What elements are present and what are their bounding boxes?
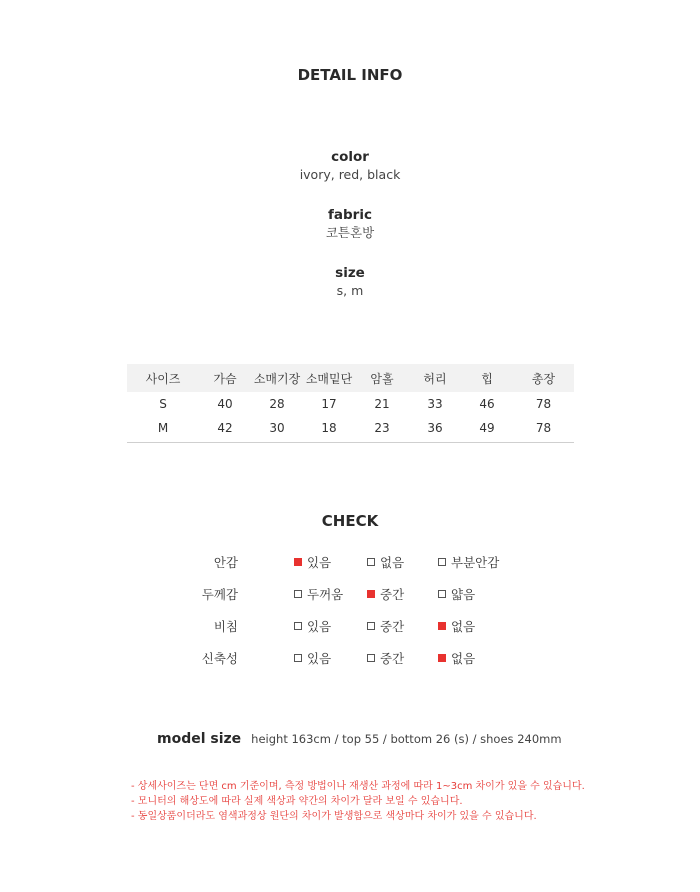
notes (131, 779, 671, 824)
checkbox-icon (294, 590, 302, 598)
check-option[interactable] (294, 553, 331, 571)
spec-color-label: color (331, 149, 369, 165)
check-option-label: 부분안감 (451, 555, 500, 570)
check-row-label: 신축성 (201, 651, 238, 666)
check-row-label: 두께감 (201, 587, 238, 602)
check-option[interactable] (438, 617, 475, 635)
spec-color-value: ivory, red, black (299, 167, 401, 182)
table-cell: M (127, 416, 199, 443)
check-option[interactable] (294, 617, 331, 635)
size-table-header: 소매기장 (253, 371, 301, 386)
table-cell: 36 (409, 416, 461, 443)
check-option-label: 있음 (307, 619, 332, 634)
check-option[interactable] (438, 649, 475, 667)
table-cell: 40 (217, 397, 233, 411)
note-line: - 상세사이즈는 단면 cm 기준이며, 측정 방법이나 재생산 과정에 따라 1~3cm 차이가 있을 수 있습니다. (131, 781, 585, 792)
check-option[interactable] (367, 585, 404, 603)
checkbox-icon (367, 654, 375, 662)
check-option-label: 없음 (451, 651, 476, 666)
size-table-header-row (127, 364, 574, 392)
check-option-label: 중간 (380, 651, 405, 666)
spec-fabric (0, 206, 700, 242)
table-cell: 17 (321, 397, 337, 411)
check-option-label: 있음 (307, 651, 332, 666)
checkbox-icon (367, 622, 375, 630)
table-cell: 49 (461, 416, 513, 443)
check-option[interactable] (294, 585, 343, 603)
spec-fabric-value: 코튼혼방 (325, 225, 375, 240)
checkbox-icon (438, 654, 446, 662)
check-option[interactable] (438, 585, 475, 603)
size-table (127, 364, 574, 443)
checkbox-icon (438, 558, 446, 566)
table-cell: 21 (374, 397, 390, 411)
check-option[interactable] (367, 553, 404, 571)
spec-size-value: s, m (336, 283, 364, 298)
check-row-lining (0, 553, 700, 573)
check-option[interactable] (367, 649, 404, 667)
checkbox-icon (438, 590, 446, 598)
check-option-label: 중간 (380, 587, 405, 602)
size-table-header: 암홀 (370, 371, 394, 386)
size-table-header: 총장 (531, 371, 556, 386)
table-cell: S (159, 397, 167, 411)
model-size-label: model size (157, 731, 242, 747)
spec-fabric-label: fabric (328, 207, 372, 223)
table-cell: 42 (199, 416, 251, 443)
check-option-label: 없음 (451, 619, 476, 634)
check-title: CHECK (321, 512, 379, 530)
table-cell: 78 (513, 416, 574, 443)
table-cell: 33 (427, 397, 443, 411)
checkbox-icon (294, 622, 302, 630)
table-cell: 18 (303, 416, 355, 443)
table-row (127, 416, 574, 443)
check-row-label: 안감 (213, 555, 238, 570)
check-option-label: 없음 (380, 555, 405, 570)
size-table-header: 사이즈 (145, 371, 181, 386)
check-option-label: 얇음 (451, 587, 476, 602)
check-option[interactable] (294, 649, 331, 667)
table-cell: 46 (479, 397, 495, 411)
table-cell: 78 (535, 397, 552, 411)
table-cell: 28 (269, 397, 285, 411)
check-row-label: 비침 (213, 619, 238, 634)
size-table-header: 허리 (423, 371, 447, 386)
note-line: - 동일상품이더라도 염색과정상 원단의 차이가 발생함으로 색상마다 차이가 있을 수 있습니다. (131, 811, 537, 822)
check-option[interactable] (367, 617, 404, 635)
check-row-thickness (0, 585, 700, 605)
check-row-stretch (0, 649, 700, 669)
size-table-header: 힙 (481, 371, 493, 386)
check-option[interactable] (438, 553, 499, 571)
spec-color (0, 148, 700, 184)
checkbox-icon (438, 622, 446, 630)
size-table-header: 소매밑단 (305, 371, 353, 386)
checkbox-icon (294, 558, 302, 566)
checkbox-icon (294, 654, 302, 662)
note-line: - 모니터의 해상도에 따라 실제 색상과 약간의 차이가 달라 보일 수 있습니다. (131, 796, 463, 807)
table-row (127, 392, 574, 416)
checkbox-icon (367, 590, 375, 598)
table-cell: 30 (251, 416, 303, 443)
table-cell: 23 (355, 416, 409, 443)
model-size-value: height 163cm / top 55 / bottom 26 (s) / shoes 240mm (251, 732, 562, 746)
detail-info-title: DETAIL INFO (297, 66, 403, 84)
model-size (157, 731, 562, 747)
checkbox-icon (367, 558, 375, 566)
spec-size (0, 264, 700, 300)
check-option-label: 있음 (307, 555, 332, 570)
check-row-sheerness (0, 617, 700, 637)
check-option-label: 두꺼움 (307, 587, 344, 602)
spec-size-label: size (335, 265, 365, 281)
check-option-label: 중간 (380, 619, 405, 634)
size-table-header: 가슴 (213, 371, 237, 386)
